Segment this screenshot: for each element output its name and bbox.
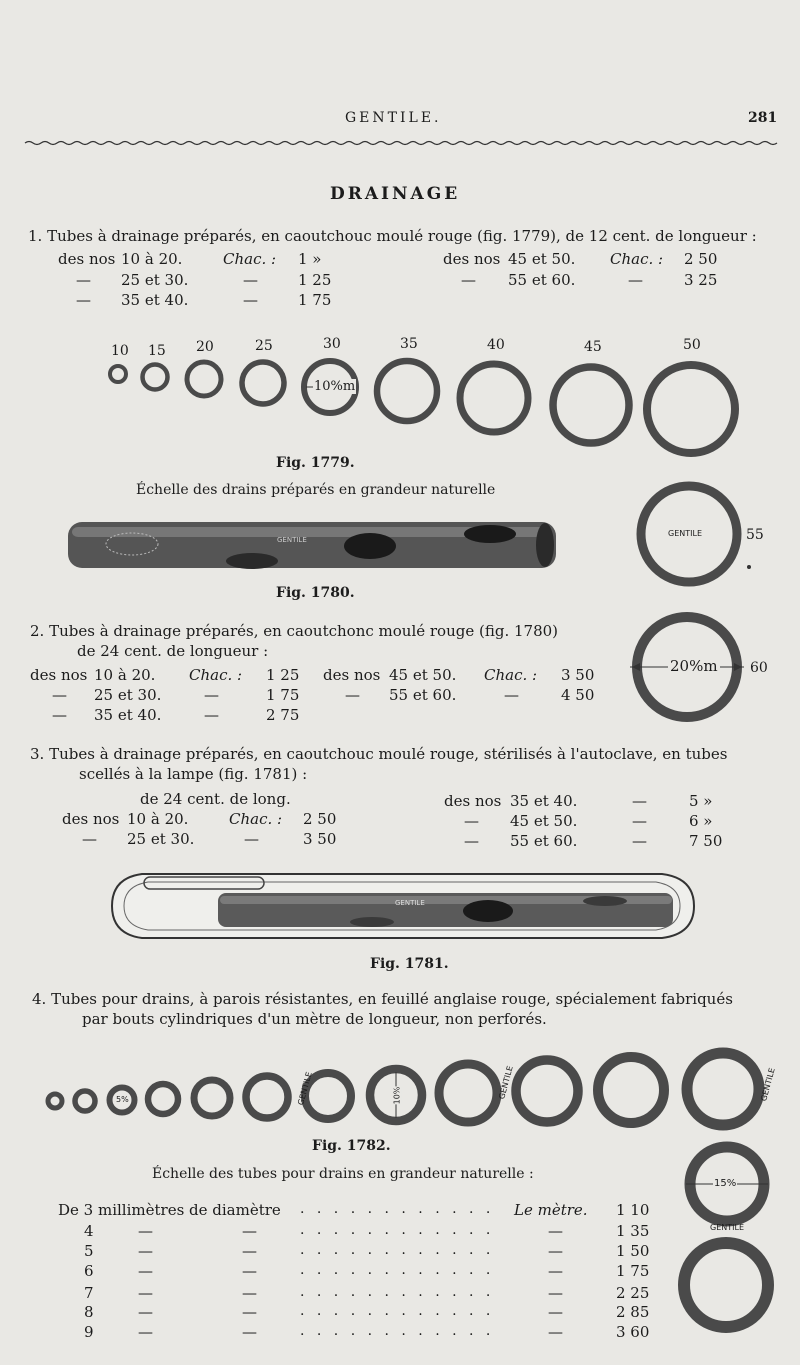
- ring-label-30: 30: [323, 336, 341, 352]
- fig1782-brand-1: GENTILE: [296, 1070, 314, 1107]
- item2-row3-price: 2 75: [266, 706, 300, 724]
- item2-line2: de 24 cent. de longueur :: [77, 642, 269, 660]
- item3-rrow2-mark: —: [632, 812, 647, 830]
- fig1782-brand-2: GENTILE: [497, 1064, 515, 1101]
- price-row-1-size: 4: [84, 1222, 94, 1240]
- item1-rrow2-price: 3 25: [684, 271, 718, 289]
- item3-row1-mark: Chac. :: [229, 810, 283, 828]
- item3-row1-lead: des nos: [62, 810, 120, 828]
- price-row-1-price: 1 35: [616, 1222, 650, 1240]
- price-row-6-dash3: —: [548, 1323, 563, 1341]
- item2-row1-lead: des nos: [30, 666, 88, 684]
- price-row-6-size: 9: [84, 1323, 94, 1341]
- price-row-6-dash2: —: [242, 1323, 257, 1341]
- fig1782-brand-4: GENTILE: [710, 1223, 744, 1232]
- item3-row2-mark: —: [244, 830, 259, 848]
- price-row-5-price: 2 85: [616, 1303, 650, 1321]
- item2-row2-mark2: —: [504, 686, 519, 704]
- item3-rrow3-mark: —: [632, 832, 647, 850]
- price-row-4-dash2: —: [242, 1284, 257, 1302]
- item1-row2-mark: —: [243, 271, 258, 289]
- item3-row1-price: 2 50: [303, 810, 337, 828]
- item3-rrow1-price: 5 »: [689, 792, 713, 810]
- fig1782-caption: Fig. 1782.: [312, 1138, 391, 1154]
- price-row-2-size: 5: [84, 1242, 94, 1260]
- ring60-label: 60: [750, 660, 768, 676]
- price-row-3-size: 6: [84, 1262, 94, 1280]
- price-row-3-dots: . . . . . . . . . . . .: [300, 1262, 495, 1278]
- item1-row2-lead: —: [76, 271, 91, 289]
- price-row-5-dash1: —: [138, 1303, 153, 1321]
- price-row-1-dash2: —: [242, 1222, 257, 1240]
- item1-row2-price: 1 25: [298, 271, 332, 289]
- fig1779-caption: Fig. 1779.: [276, 455, 355, 471]
- item2-row2-mark: —: [204, 686, 219, 704]
- item4-line2: par bouts cylindriques d'un mètre de longueur, non perforés.: [82, 1010, 547, 1028]
- fig1779-rings: [110, 361, 735, 453]
- ring-45: [553, 367, 629, 443]
- price-row-3-dash3: —: [548, 1262, 563, 1280]
- item1-rrow2-lead: —: [461, 271, 476, 289]
- item3-row2-price: 3 50: [303, 830, 337, 848]
- item3-rrow1-sizes: 35 et 40.: [510, 792, 578, 810]
- fig1781-tube-brand: GENTILE: [395, 899, 425, 907]
- price-row-3-dash1: —: [138, 1262, 153, 1280]
- fig1782-inner-mid: 10%: [392, 1086, 402, 1105]
- ring-35: [377, 361, 437, 421]
- price-row-3-dash2: —: [242, 1262, 257, 1280]
- price-row-4-dash3: —: [548, 1284, 563, 1302]
- price-row-4-dots: . . . . . . . . . . . .: [300, 1284, 495, 1300]
- fig1782-inner-big: 15%: [714, 1178, 737, 1189]
- item2-row2-price: 1 75: [266, 686, 300, 704]
- item1-rrow1-lead: des nos: [443, 250, 501, 268]
- ring30-inner-label: 10%m: [314, 379, 356, 394]
- ring-40: [460, 364, 528, 432]
- ring-label-35: 35: [400, 336, 418, 352]
- item4-line1: 4. Tubes pour drains, à parois résistantes, en feuillé anglaise rouge, spécialement fabriqués: [32, 990, 733, 1008]
- item3-rrow1-mark: —: [632, 792, 647, 810]
- header-wavy-rule: [25, 142, 777, 145]
- price-row-6-dash1: —: [138, 1323, 153, 1341]
- price-row-4-size: 7: [84, 1284, 94, 1302]
- item1-rrow2-sizes: 55 et 60.: [508, 271, 576, 289]
- price-row-4-price: 2 25: [616, 1284, 650, 1302]
- price-row-1-dash3: —: [548, 1222, 563, 1240]
- item3-subhead: de 24 cent. de long.: [140, 790, 291, 808]
- ring-10: [110, 366, 126, 382]
- item1-text: 1. Tubes à drainage préparés, en caoutchouc moulé rouge (fig. 1779), de 12 cent. de longueur :: [28, 227, 757, 245]
- item2-row2-sizes2: 55 et 60.: [389, 686, 457, 704]
- item3-row1-sizes: 10 à 20.: [127, 810, 189, 828]
- item2-row1-mark2: Chac. :: [484, 666, 538, 684]
- item3-rrow3-lead: —: [464, 832, 479, 850]
- fig1782-scale-caption: Échelle des tubes pour drains en grandeur naturelle :: [152, 1166, 534, 1182]
- item1-rrow2-mark: —: [628, 271, 643, 289]
- ring-15: [143, 365, 168, 390]
- item3-rrow2-sizes: 45 et 50.: [510, 812, 578, 830]
- ring-label-45: 45: [584, 339, 602, 355]
- page-number: 281: [748, 110, 778, 126]
- price-row-4-dash1: —: [138, 1284, 153, 1302]
- ring-50: [647, 365, 735, 453]
- ring55-inner-label: GENTILE: [668, 529, 702, 538]
- fig1780-tube: [68, 522, 556, 569]
- item1-row3-mark: —: [243, 291, 258, 309]
- fig1779-scale-caption: Échelle des drains préparés en grandeur naturelle: [136, 482, 496, 498]
- ring60-inner-label: 20%m: [670, 657, 718, 675]
- price-row-6-price: 3 60: [616, 1323, 650, 1341]
- price-list-first-label: De 3 millimètres de diamètre: [58, 1201, 281, 1219]
- ring55-label: 55: [746, 527, 764, 543]
- ring-label-20: 20: [196, 339, 214, 355]
- price-row-5-dash3: —: [548, 1303, 563, 1321]
- item2-row3-mark: —: [204, 706, 219, 724]
- fig1780-tube-brand: GENTILE: [277, 536, 307, 544]
- price-row-0-price: 1 10: [616, 1201, 650, 1219]
- item2-row3-sizes: 35 et 40.: [94, 706, 162, 724]
- price-list-unit: Le mètre.: [514, 1201, 588, 1219]
- item3-rrow3-sizes: 55 et 60.: [510, 832, 578, 850]
- item2-line1: 2. Tubes à drainage préparés, en caoutchonc moulé rouge (fig. 1780): [30, 622, 559, 640]
- item2-row1-price: 1 25: [266, 666, 300, 684]
- fig1780-caption: Fig. 1780.: [276, 585, 355, 601]
- price-row-2-dash3: —: [548, 1242, 563, 1260]
- price-row-5-dash2: —: [242, 1303, 257, 1321]
- item1-rrow1-price: 2 50: [684, 250, 718, 268]
- item2-row1-mark: Chac. :: [189, 666, 243, 684]
- item3-row2-sizes: 25 et 30.: [127, 830, 195, 848]
- price-row-5-size: 8: [84, 1303, 94, 1321]
- item2-row1-sizes: 10 à 20.: [94, 666, 156, 684]
- ring-label-10: 10: [111, 343, 129, 359]
- price-row-2-dash2: —: [242, 1242, 257, 1260]
- ring-label-15: 15: [148, 343, 166, 359]
- price-row-5-dots: . . . . . . . . . . . .: [300, 1303, 495, 1319]
- price-row-3-price: 1 75: [616, 1262, 650, 1280]
- item1-row2-sizes: 25 et 30.: [121, 271, 189, 289]
- item1-row1-sizes: 10 à 20.: [121, 250, 183, 268]
- fig1781-caption: Fig. 1781.: [370, 956, 449, 972]
- price-row-2-dots: . . . . . . . . . . . .: [300, 1242, 495, 1258]
- price-list-dots-0: . . . . . . . . . . . .: [300, 1201, 495, 1217]
- item1-row1-mark: Chac. :: [223, 250, 277, 268]
- ring-label-25: 25: [255, 338, 273, 354]
- item3-rrow1-lead: des nos: [444, 792, 502, 810]
- ring-label-50: 50: [683, 337, 701, 353]
- fig1782-brand-3: GENTILE: [759, 1066, 777, 1103]
- item1-row1-lead: des nos: [58, 250, 116, 268]
- item2-row2-price2: 4 50: [561, 686, 595, 704]
- item1-row1-price: 1 »: [298, 250, 322, 268]
- price-row-1-dots: . . . . . . . . . . . .: [300, 1222, 495, 1238]
- item2-row2-sizes: 25 et 30.: [94, 686, 162, 704]
- price-row-6-dots: . . . . . . . . . . . .: [300, 1323, 495, 1339]
- item2-row2-lead: —: [52, 686, 67, 704]
- ring-25: [242, 362, 284, 404]
- item1-row3-price: 1 75: [298, 291, 332, 309]
- item3-rrow2-price: 6 »: [689, 812, 713, 830]
- item3-row2-lead: —: [82, 830, 97, 848]
- item1-row3-lead: —: [76, 291, 91, 309]
- item2-row2-lead2: —: [345, 686, 360, 704]
- item1-rrow1-mark: Chac. :: [610, 250, 664, 268]
- section-title: DRAINAGE: [330, 184, 461, 204]
- item3-rrow2-lead: —: [464, 812, 479, 830]
- running-title: GENTILE.: [345, 110, 442, 126]
- ring-20: [187, 362, 221, 396]
- item3-line1: 3. Tubes à drainage préparés, en caoutchouc moulé rouge, stérilisés à l'autoclave, en tubes: [30, 745, 728, 763]
- fig1782-inner-small: 5%: [116, 1095, 129, 1104]
- item2-row3-lead: —: [52, 706, 67, 724]
- item2-row1-sizes2: 45 et 50.: [389, 666, 457, 684]
- price-row-1-dash1: —: [138, 1222, 153, 1240]
- ring-label-40: 40: [487, 337, 505, 353]
- item3-rrow3-price: 7 50: [689, 832, 723, 850]
- item1-row3-sizes: 35 et 40.: [121, 291, 189, 309]
- item1-rrow1-sizes: 45 et 50.: [508, 250, 576, 268]
- item2-row1-price2: 3 50: [561, 666, 595, 684]
- item2-row1-lead2: des nos: [323, 666, 381, 684]
- price-row-2-dash1: —: [138, 1242, 153, 1260]
- price-row-2-price: 1 50: [616, 1242, 650, 1260]
- item3-line2: scellés à la lampe (fig. 1781) :: [79, 765, 308, 783]
